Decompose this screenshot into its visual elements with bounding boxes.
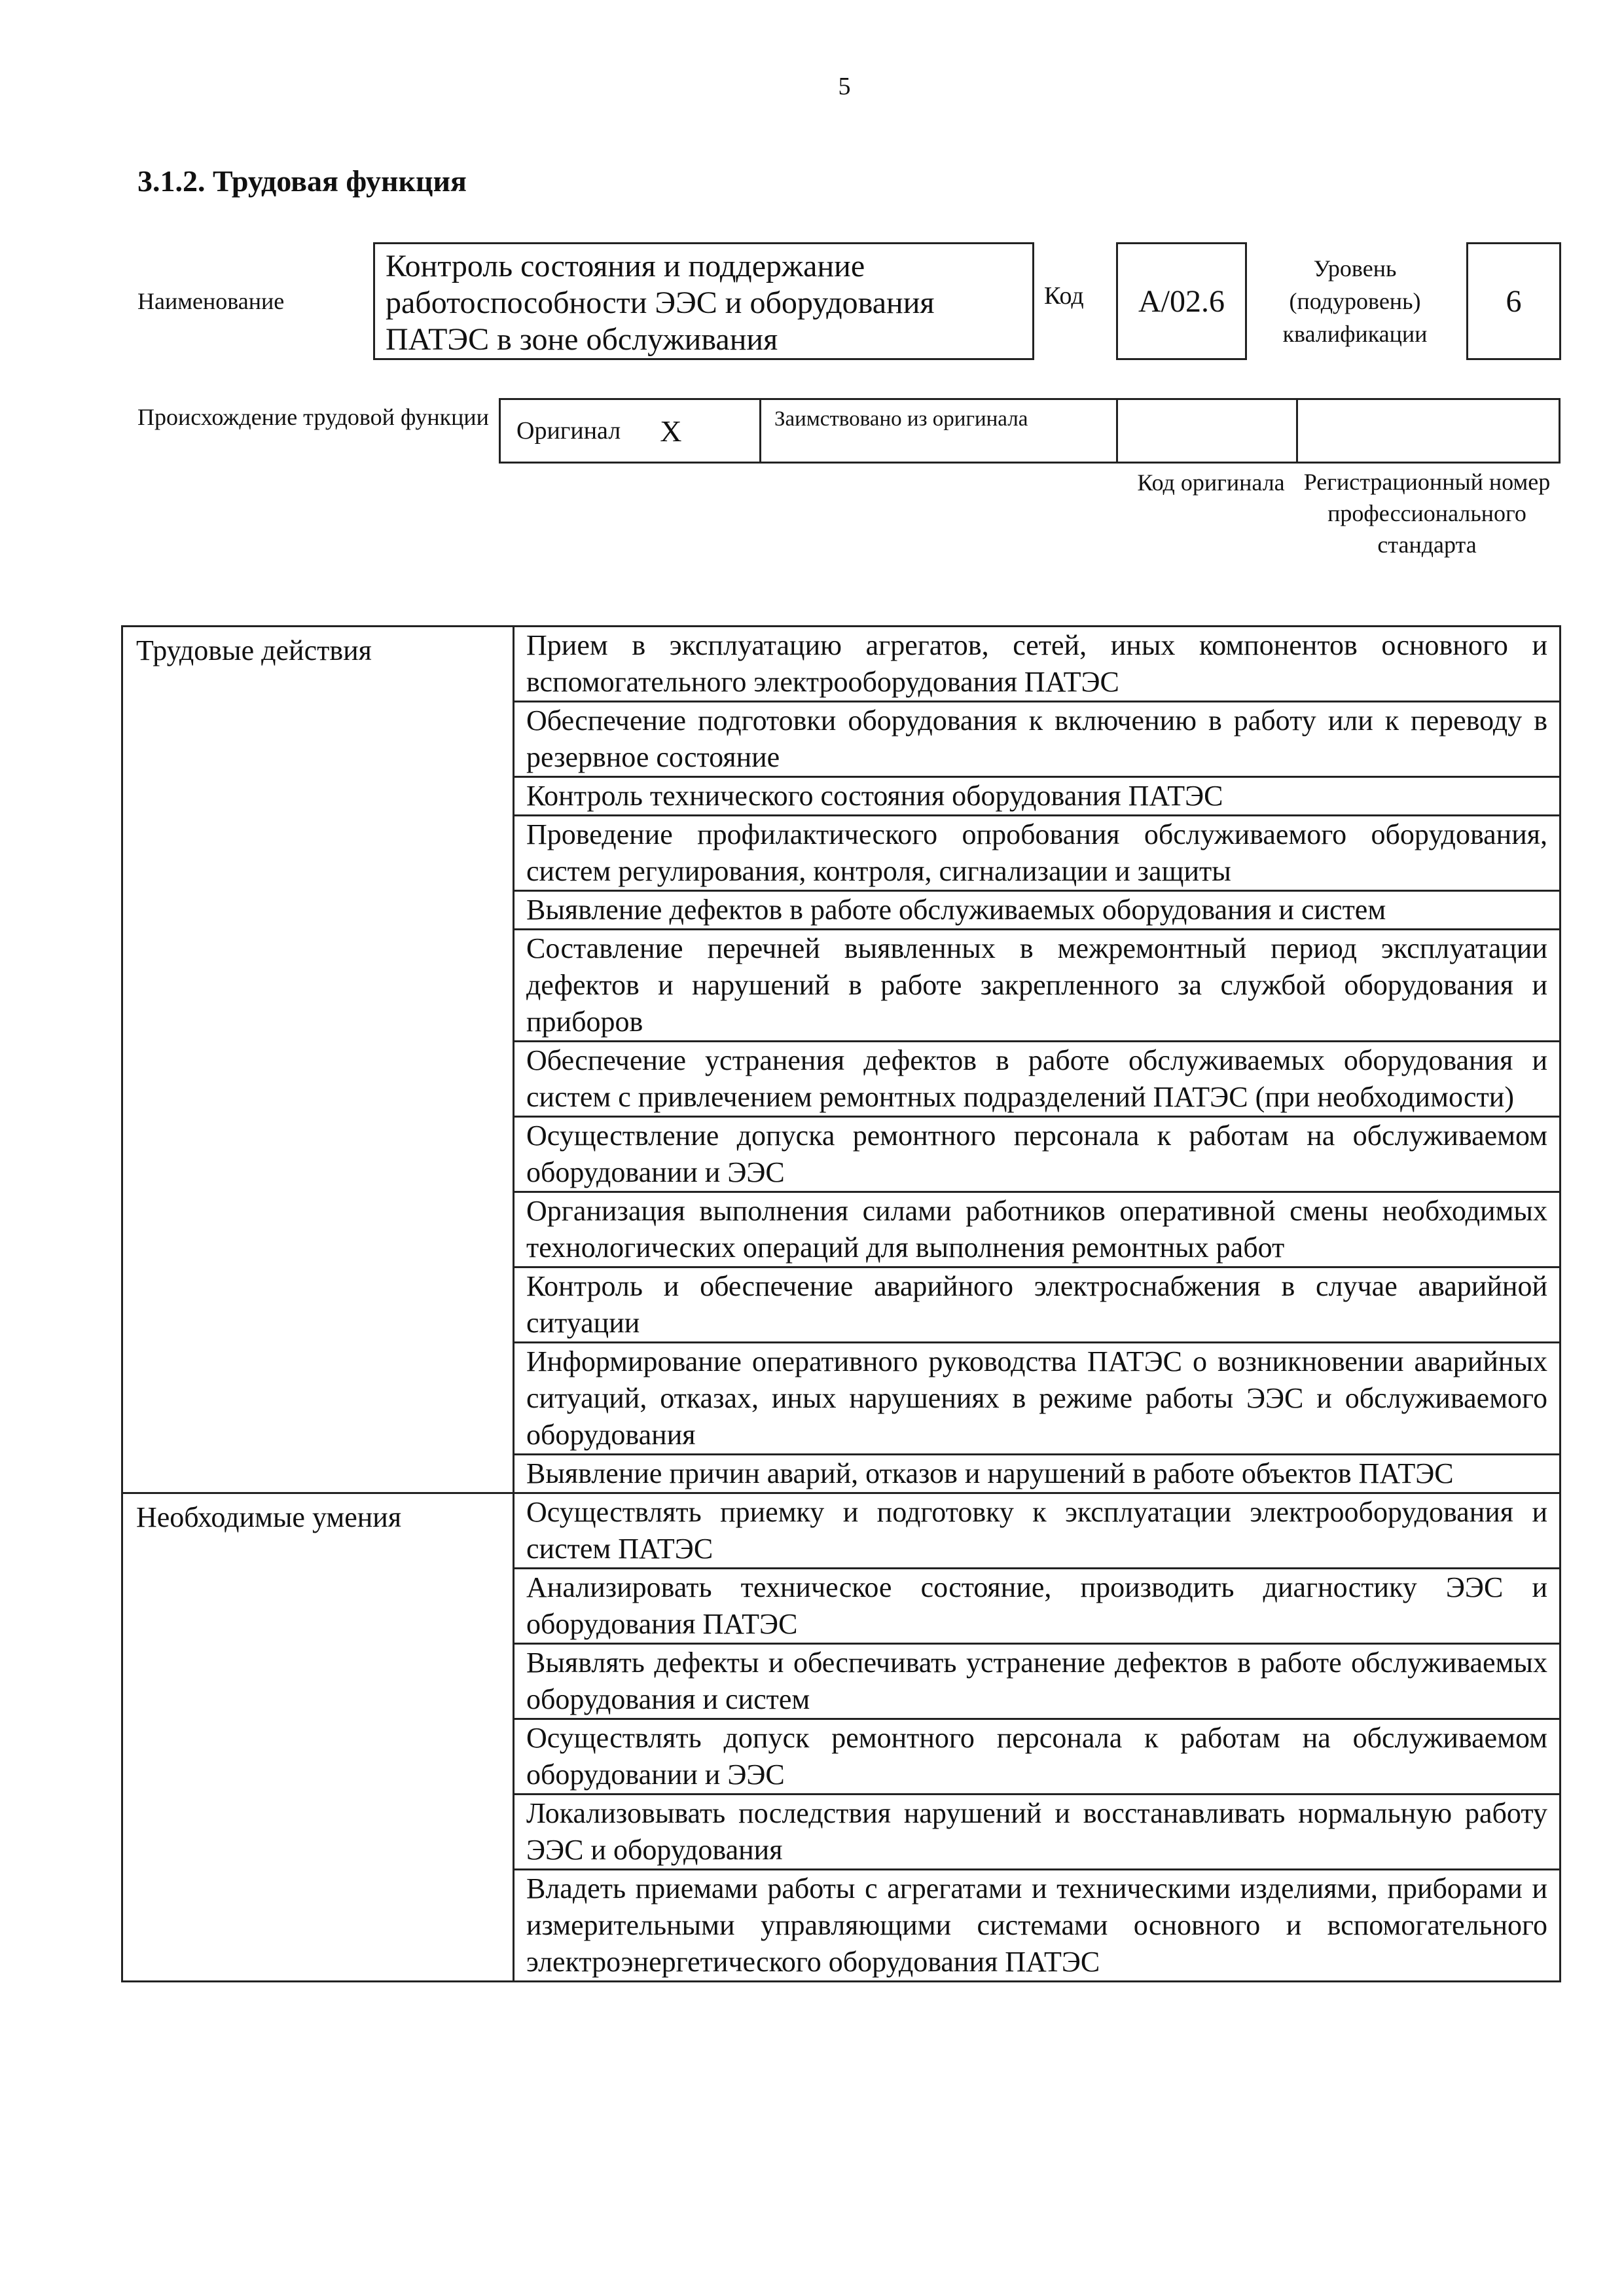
item-cell: Осуществлять допуск ремонтного персонала к работам на обслуживаемом оборудовании и ЭЭС <box>514 1719 1561 1795</box>
competency-table <box>121 625 1561 1982</box>
origin-borrowed-cell: Заимствовано из оригинала <box>759 400 1116 462</box>
table-row <box>122 1493 1561 1569</box>
table-row <box>122 627 1561 702</box>
item-cell: Прием в эксплуатацию агрегатов, сетей, иных компонентов основного и вспомогательного электрооборудования ПАТЭС <box>514 627 1561 702</box>
item-cell: Осуществление допуска ремонтного персонала к работам на обслуживаемом оборудовании и ЭЭС <box>514 1117 1561 1192</box>
name-label: Наименование <box>137 288 285 314</box>
section-title: 3.1.2. Трудовая функция <box>137 164 467 198</box>
item-cell: Анализировать техническое состояние, производить диагностику ЭЭС и оборудования ПАТЭС <box>514 1569 1561 1644</box>
item-cell: Осуществлять приемку и подготовку к эксплуатации электрооборудования и систем ПАТЭС <box>514 1493 1561 1569</box>
origin-row <box>499 398 1561 464</box>
item-cell: Контроль и обеспечение аварийного электроснабжения в случае аварийной ситуации <box>514 1267 1561 1343</box>
origin-original-cell <box>501 400 759 462</box>
item-cell: Контроль технического состояния оборудования ПАТЭС <box>514 777 1561 816</box>
item-cell: Локализовывать последствия нарушений и восстанавливать нормальную работу ЭЭС и оборудования <box>514 1795 1561 1870</box>
code-label: Код <box>1044 282 1084 310</box>
item-cell: Владеть приемами работы с агрегатами и техническими изделиями, приборами и измерительными управляющими системами основного и вспомогательного электроэнергетического оборудования ПАТЭС <box>514 1870 1561 1982</box>
item-cell: Обеспечение подготовки оборудования к включению в работу или к переводу в резервное состояние <box>514 702 1561 777</box>
caption-code-original: Код оригинала <box>1137 469 1285 496</box>
item-cell: Информирование оперативного руководства ПАТЭС о возникновении аварийных ситуаций, отказах, иных нарушениях в режиме работы ЭЭС и обслуживаемого оборудования <box>514 1343 1561 1455</box>
item-cell: Организация выполнения силами работников оперативной смены необходимых технологических операций для выполнения ремонтных работ <box>514 1192 1561 1267</box>
caption-reg-number: Регистрационный номер профессионального стандарта <box>1303 469 1551 558</box>
origin-reg-cell <box>1296 400 1559 462</box>
item-cell: Составление перечней выявленных в межремонтный период эксплуатации дефектов и нарушений в работе закрепленного за службой оборудования и приборов <box>514 930 1561 1042</box>
item-cell: Выявление дефектов в работе обслуживаемых оборудования и систем <box>514 891 1561 930</box>
page-number: 5 <box>838 73 851 100</box>
category-cell: Трудовые действия <box>122 627 514 1493</box>
origin-original-label: Оригинал <box>516 417 621 445</box>
item-cell: Выявлять дефекты и обеспечивать устранение дефектов в работе обслуживаемых оборудования и систем <box>514 1644 1561 1719</box>
origin-original-mark: X <box>660 414 682 448</box>
item-cell: Проведение профилактического опробования обслуживаемого оборудования, систем регулирования, контроля, сигнализации и защиты <box>514 816 1561 891</box>
level-label: Уровень (подуровень) квалификации <box>1282 255 1428 347</box>
origin-code-cell <box>1116 400 1296 462</box>
origin-label: Происхождение трудовой функции <box>137 404 489 430</box>
level-box: 6 <box>1466 242 1561 360</box>
code-box: A/02.6 <box>1116 242 1247 360</box>
function-name-box: Контроль состояния и поддержание работоспособности ЭЭС и оборудования ПАТЭС в зоне обслуживания <box>373 242 1034 360</box>
item-cell: Выявление причин аварий, отказов и нарушений в работе объектов ПАТЭС <box>514 1455 1561 1493</box>
category-cell: Необходимые умения <box>122 1493 514 1982</box>
item-cell: Обеспечение устранения дефектов в работе обслуживаемых оборудования и систем с привлечением ремонтных подразделений ПАТЭС (при необходимости) <box>514 1042 1561 1117</box>
